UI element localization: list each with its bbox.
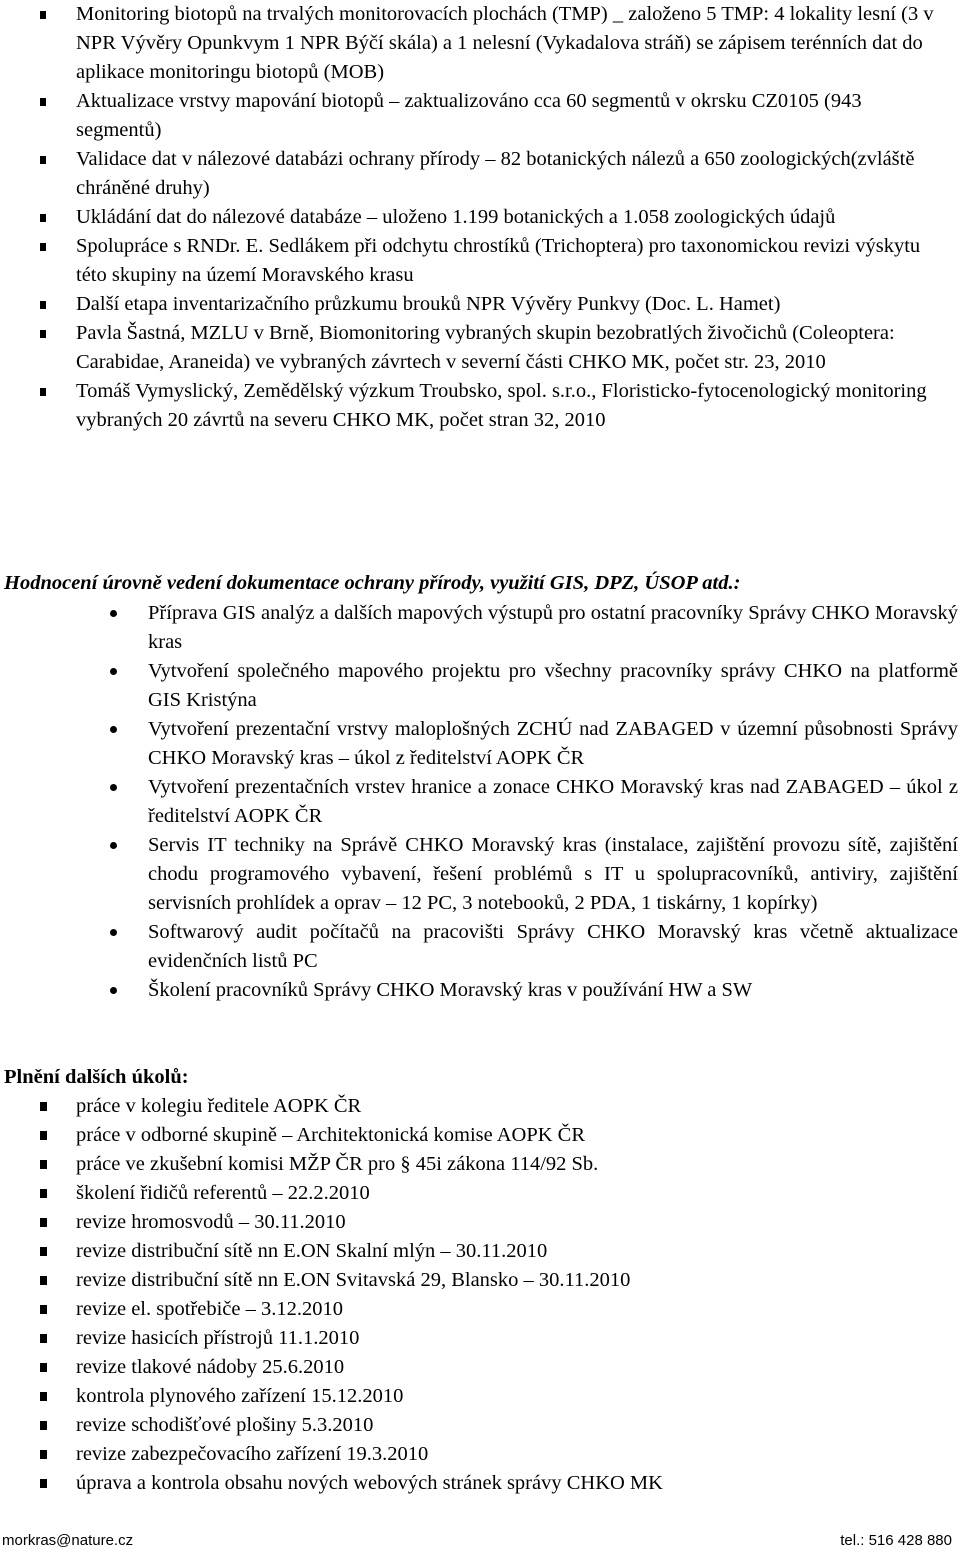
square-bullet-icon	[40, 1363, 47, 1372]
square-bullet-icon	[40, 1421, 47, 1430]
square-bullet-icon	[40, 156, 46, 164]
square-bullet-icon	[40, 98, 46, 106]
round-bullet-icon	[110, 929, 117, 936]
list-item-text: revize zabezpečovacího zařízení 19.3.2010	[76, 1443, 429, 1465]
square-bullet-icon	[40, 1392, 47, 1401]
list-item	[0, 145, 960, 203]
round-bullet-icon	[110, 668, 117, 675]
list-item-text: práce v odborné skupině – Architektonická komise AOPK ČR	[76, 1124, 585, 1146]
list-item-text: Tomáš Vymyslický, Zemědělský výzkum Troubsko, spol. s.r.o., Floristicko-fytocenologický monitoring vybraných 20 závrtů na severu CHKO MK, počet stran 32, 2010	[76, 380, 927, 431]
square-bullet-icon	[40, 1102, 47, 1111]
square-bullet-icon	[40, 243, 46, 251]
list-item-text: Vytvoření prezentační vrstvy maloplošných ZCHÚ nad ZABAGED v územní působnosti Správy CHKO Moravský kras – úkol z ředitelství AOPK ČR	[148, 718, 958, 769]
list-item-text: Validace dat v nálezové databázi ochrany přírody – 82 botanických nálezů a 650 zoologických(zvláště chráněné druhy)	[76, 148, 915, 199]
round-bullet-icon	[110, 610, 117, 617]
list-item	[0, 715, 960, 773]
list-item-text: revize tlakové nádoby 25.6.2010	[76, 1356, 345, 1378]
list-item-text: Další etapa inventarizačního průzkumu brouků NPR Vývěry Punkvy (Doc. L. Hamet)	[76, 293, 781, 315]
square-bullet-icon	[40, 1160, 47, 1169]
list-item-text: Příprava GIS analýz a dalších mapových výstupů pro ostatní pracovníky Správy CHKO Moravský kras	[148, 602, 958, 653]
list-item	[0, 1179, 960, 1208]
tasks-section-heading: Plnění dalších úkolů:	[4, 1066, 189, 1088]
list-item	[0, 1150, 960, 1179]
gis-list	[0, 599, 960, 1005]
list-item	[0, 203, 960, 232]
round-bullet-icon	[110, 987, 117, 994]
list-item-text: revize hasicích přístrojů 11.1.2010	[76, 1327, 360, 1349]
list-item-text: Ukládání dat do nálezové databáze – uloženo 1.199 botanických a 1.058 zoologických údajů	[76, 206, 836, 228]
list-item-text: Vytvoření společného mapového projektu pro všechny pracovníky správy CHKO na platformě GIS Kristýna	[148, 660, 958, 711]
list-item	[0, 1382, 960, 1411]
list-item	[0, 1208, 960, 1237]
list-item-text: revize hromosvodů – 30.11.2010	[76, 1211, 346, 1233]
list-item	[0, 1324, 960, 1353]
square-bullet-icon	[40, 301, 46, 309]
list-item	[0, 1295, 960, 1324]
list-item-text: práce v kolegiu ředitele AOPK ČR	[76, 1095, 362, 1117]
square-bullet-icon	[40, 1305, 47, 1314]
list-item-text: Školení pracovníků Správy CHKO Moravský kras v používání HW a SW	[148, 979, 753, 1001]
square-bullet-icon	[40, 1189, 47, 1198]
list-item	[0, 1353, 960, 1382]
round-bullet-icon	[110, 784, 117, 791]
list-item-text: Spolupráce s RNDr. E. Sedlákem při odchytu chrostíků (Trichoptera) pro taxonomickou revizi výskytu této skupiny na území Moravského krasu	[76, 235, 921, 286]
list-item	[0, 599, 960, 657]
list-item-text: Monitoring biotopů na trvalých monitorovacích plochách (TMP) _ založeno 5 TMP: 4 lokality lesní (3 v NPR Vývěry Opunkvym 1 NPR Býčí skála) a 1 nelesní (Vykadalova stráň) se zápisem terénních dat do aplikace monitoringu biotopů (MOB)	[76, 3, 934, 83]
list-item-text: úprava a kontrola obsahu nových webových stránek správy CHKO MK	[76, 1472, 663, 1494]
square-bullet-icon	[40, 1218, 47, 1227]
list-item-text: revize el. spotřebiče – 3.12.2010	[76, 1298, 343, 1320]
list-item	[0, 1266, 960, 1295]
list-item	[0, 290, 960, 319]
square-bullet-icon	[40, 1131, 47, 1140]
round-bullet-icon	[110, 842, 117, 849]
list-item	[0, 1411, 960, 1440]
square-bullet-icon	[40, 1479, 47, 1488]
list-item-text: Softwarový audit počítačů na pracovišti Správy CHKO Moravský kras včetně aktualizace evidenčních listů PC	[148, 921, 958, 972]
list-item	[0, 918, 960, 976]
list-item-text: školení řidičů referentů – 22.2.2010	[76, 1182, 370, 1204]
list-item-text: revize schodišťové plošiny 5.3.2010	[76, 1414, 374, 1436]
list-item-text: revize distribuční sítě nn E.ON Svitavská 29, Blansko – 30.11.2010	[76, 1269, 631, 1291]
square-bullet-icon	[40, 214, 46, 222]
footer-email: morkras@nature.cz	[2, 1532, 134, 1549]
square-bullet-icon	[40, 1276, 47, 1285]
monitoring-list	[0, 0, 960, 435]
list-item	[0, 773, 960, 831]
tasks-list	[0, 1092, 960, 1498]
list-item-text: Vytvoření prezentačních vrstev hranice a zonace CHKO Moravský kras nad ZABAGED – úkol z ředitelství AOPK ČR	[148, 776, 958, 827]
list-item	[0, 87, 960, 145]
gis-section-heading: Hodnocení úrovně vedení dokumentace ochrany přírody, využití GIS, DPZ, ÚSOP atd.:	[4, 572, 741, 594]
list-item	[0, 232, 960, 290]
list-item-text: Pavla Šastná, MZLU v Brně, Biomonitoring vybraných skupin bezobratlých živočichů (Coleoptera: Carabidae, Araneida) ve vybraných závrtech v severní části CHKO MK, počet str. 23, 2010	[76, 322, 895, 373]
list-item-text: práce ve zkušební komisi MŽP ČR pro § 45i zákona 114/92 Sb.	[76, 1153, 599, 1175]
list-item	[0, 1121, 960, 1150]
list-item	[0, 976, 960, 1005]
list-item	[0, 319, 960, 377]
list-item	[0, 1469, 960, 1498]
square-bullet-icon	[40, 330, 46, 338]
list-item	[0, 1237, 960, 1266]
square-bullet-icon	[40, 388, 46, 396]
round-bullet-icon	[110, 726, 117, 733]
list-item	[0, 657, 960, 715]
list-item	[0, 0, 960, 87]
list-item	[0, 831, 960, 918]
square-bullet-icon	[40, 1247, 47, 1256]
list-item	[0, 1440, 960, 1469]
list-item-text: Servis IT techniky na Správě CHKO Moravský kras (instalace, zajištění provozu sítě, zajištění chodu programového vybavení, řešení problémů s IT u spolupracovníků, antiviry, zajištění servisních prohlídek a oprav – 12 PC, 3 notebooků, 2 PDA, 1 tiskárny, 1 kopírky)	[148, 834, 958, 914]
list-item-text: revize distribuční sítě nn E.ON Skalní mlýn – 30.11.2010	[76, 1240, 548, 1262]
list-item-text: kontrola plynového zařízení 15.12.2010	[76, 1385, 404, 1407]
list-item	[0, 1092, 960, 1121]
square-bullet-icon	[40, 11, 46, 19]
footer-phone: tel.: 516 428 880	[840, 1532, 952, 1549]
square-bullet-icon	[40, 1450, 47, 1459]
list-item	[0, 377, 960, 435]
list-item-text: Aktualizace vrstvy mapování biotopů – zaktualizováno cca 60 segmentů v okrsku CZ0105 (943 segmentů)	[76, 90, 862, 141]
square-bullet-icon	[40, 1334, 47, 1343]
